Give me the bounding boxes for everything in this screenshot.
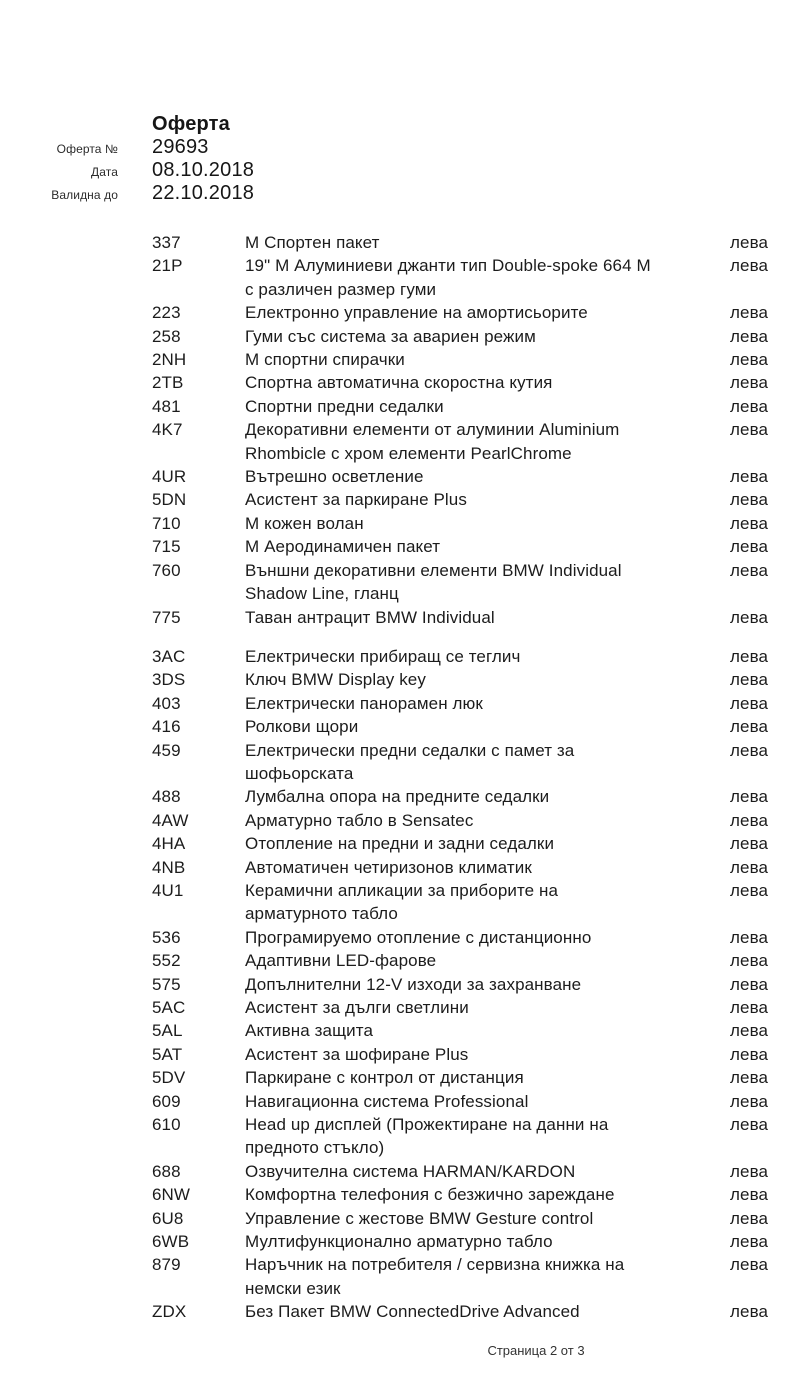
option-description-line: Асистент за дълги светлини: [245, 998, 469, 1017]
option-code: 6WB: [152, 1232, 190, 1252]
offer-number-label: Оферта №: [56, 142, 118, 156]
option-description: [245, 231, 730, 254]
currency-label: лева: [730, 303, 769, 323]
option-description-line: Автоматичен четиризонов климатик: [245, 857, 532, 877]
offer-number-row: [0, 136, 254, 159]
option-description-line: Вътрешно осветление: [245, 467, 424, 487]
option-code: 4HA: [152, 834, 186, 854]
currency-label: лева: [730, 787, 769, 807]
option-code: 5AT: [152, 1044, 183, 1064]
option-description: [245, 856, 730, 879]
currency-label: лева: [730, 326, 769, 346]
option-row: [152, 1066, 768, 1089]
option-code: 715: [152, 537, 181, 557]
option-code: 610: [152, 1115, 181, 1135]
currency-label: лева: [730, 467, 769, 487]
currency-label: лева: [730, 1208, 769, 1228]
option-code: 552: [152, 951, 181, 971]
option-description-line: М Аеродинамичен пакет: [245, 537, 441, 557]
option-description-line: Електрически прибиращ се теглич: [245, 646, 521, 666]
currency-label: лева: [730, 256, 769, 276]
option-description-line: Арматурно табло в Sensatec: [245, 810, 474, 830]
option-description-line: Декоративни елементи от алуминии Aluminium: [245, 420, 620, 440]
option-row: [152, 809, 768, 832]
option-row: [152, 668, 768, 691]
option-description-line: Комфортна телефония с безжично зареждане: [245, 1185, 615, 1205]
currency-label: лева: [730, 1091, 769, 1111]
offer-date-row: [0, 159, 254, 182]
offer-title-row: [0, 113, 254, 136]
option-row: [152, 1183, 768, 1206]
option-row: [152, 949, 768, 972]
option-description: [245, 973, 730, 996]
option-description-line: Активна защита: [245, 1021, 374, 1041]
option-code: 760: [152, 560, 181, 580]
option-code: 2NH: [152, 350, 187, 370]
option-code: 688: [152, 1161, 181, 1181]
option-description-line: Лумбална опора на предните седалки: [245, 787, 550, 807]
currency-label: лева: [730, 1021, 769, 1041]
option-description-line: Ролкови щори: [245, 717, 359, 737]
option-row: [152, 371, 768, 394]
option-code: 4U1: [152, 880, 184, 900]
option-row: [152, 535, 768, 558]
option-description: [245, 1066, 730, 1089]
option-description: [245, 715, 730, 738]
option-description: [245, 488, 730, 511]
option-row: [152, 856, 768, 879]
option-row: [152, 1207, 768, 1230]
option-description-line: Спортна автоматична скоростна кутия: [245, 373, 553, 393]
option-description: [245, 926, 730, 949]
option-row: [152, 645, 768, 668]
option-description-line: Гуми със система за авариен режим: [245, 326, 536, 346]
option-code: 536: [152, 927, 181, 947]
option-description: [245, 1019, 730, 1042]
currency-label: лева: [730, 1161, 769, 1181]
option-code: 416: [152, 717, 181, 737]
option-description: [245, 809, 730, 832]
option-description: [245, 606, 730, 629]
option-row: [152, 926, 768, 949]
option-code: 258: [152, 326, 181, 346]
currency-label: лева: [730, 420, 769, 440]
option-code: 481: [152, 396, 181, 416]
option-row: [152, 739, 768, 786]
option-description-line: Адаптивни LED-фарове: [245, 951, 437, 971]
option-description: [245, 949, 730, 972]
option-description: [245, 1300, 730, 1323]
currency-label: лева: [730, 396, 769, 416]
option-description-line: М Спортен пакет: [245, 233, 380, 252]
option-description-line: Head up дисплей (Прожектиране на данни на: [245, 1115, 609, 1135]
option-description: [245, 996, 730, 1019]
option-code: 6NW: [152, 1185, 191, 1205]
option-row: [152, 1300, 768, 1323]
option-row: [152, 996, 768, 1019]
option-description-line: 19" М Алуминиеви джанти тип Double-spoke 664 M: [245, 256, 651, 276]
option-row: [152, 301, 768, 324]
option-description-line: с различен размер гуми: [245, 279, 437, 299]
currency-label: лева: [730, 810, 769, 830]
option-code: 775: [152, 607, 181, 627]
option-description: [245, 559, 730, 606]
option-description: [245, 668, 730, 691]
option-row: [152, 1043, 768, 1066]
option-description: [245, 418, 730, 465]
currency-label: лева: [730, 1115, 769, 1135]
option-description: [245, 371, 730, 394]
option-description-line: Програмируемо отопление с дистанционно: [245, 927, 592, 947]
option-description: [245, 254, 730, 301]
option-description: [245, 1160, 730, 1183]
option-code: 459: [152, 740, 181, 760]
option-row: [152, 1253, 768, 1300]
offer-title: Оферта: [152, 113, 230, 135]
option-description-line: М спортни спирачки: [245, 350, 405, 370]
option-description-line: Мултифункционално арматурно табло: [245, 1232, 553, 1252]
option-row: [152, 559, 768, 606]
currency-label: лева: [730, 607, 769, 627]
option-row: [152, 465, 768, 488]
currency-label: лева: [730, 1185, 769, 1205]
option-description-line: шофьорската: [245, 763, 354, 783]
currency-label: лева: [730, 537, 769, 557]
option-row: [152, 325, 768, 348]
currency-label: лева: [730, 717, 769, 737]
currency-label: лева: [730, 834, 769, 854]
option-row: [152, 715, 768, 738]
option-description: [245, 832, 730, 855]
option-description-line: Електрически панорамен люк: [245, 693, 483, 713]
option-description: [245, 465, 730, 488]
option-row: [152, 1230, 768, 1253]
currency-label: лева: [730, 513, 769, 533]
option-row: [152, 606, 768, 629]
option-row: [152, 254, 768, 301]
option-row: [152, 1019, 768, 1042]
offer-header: [0, 113, 254, 205]
option-description-line: Керамични апликации за приборите на: [245, 880, 559, 900]
option-description: [245, 535, 730, 558]
offer-date-value: 08.10.2018: [152, 159, 255, 181]
option-code: 488: [152, 787, 181, 807]
option-code: ZDX: [152, 1302, 187, 1322]
option-row: [152, 418, 768, 465]
option-code: 4AW: [152, 810, 189, 830]
offer-date-label: Дата: [91, 165, 118, 179]
option-code: 3AC: [152, 646, 186, 666]
option-description: [245, 395, 730, 418]
option-description-line: Отопление на предни и задни седалки: [245, 834, 555, 854]
option-description: [245, 512, 730, 535]
option-description: [245, 1090, 730, 1113]
currency-label: лева: [730, 373, 769, 393]
option-row: [152, 395, 768, 418]
offer-valid-until-value: 22.10.2018: [152, 182, 255, 204]
option-description: [245, 1113, 730, 1160]
option-description-line: предното стъкло): [245, 1138, 385, 1158]
option-row: [152, 1113, 768, 1160]
currency-label: лева: [730, 1068, 769, 1088]
option-description-line: Навигационна система Professional: [245, 1091, 529, 1111]
option-description: [245, 645, 730, 668]
option-description-line: Допълнителни 12-V изходи за захранване: [245, 974, 582, 994]
currency-label: лева: [730, 998, 769, 1017]
option-description: [245, 879, 730, 926]
option-description: [245, 692, 730, 715]
option-row: [152, 1090, 768, 1113]
option-description-line: Rhombicle с хром елементи PearlChrome: [245, 443, 572, 463]
option-row: [152, 973, 768, 996]
option-code: 5DV: [152, 1068, 186, 1088]
option-row: [152, 832, 768, 855]
option-code: 4K7: [152, 420, 183, 440]
currency-label: лева: [730, 670, 769, 690]
currency-label: лева: [730, 1255, 769, 1275]
option-description-line: арматурното табло: [245, 904, 398, 924]
currency-label: лева: [730, 1232, 769, 1252]
currency-label: лева: [730, 490, 769, 510]
option-description: [245, 785, 730, 808]
currency-label: лева: [730, 974, 769, 994]
currency-label: лева: [730, 1302, 769, 1322]
currency-label: лева: [730, 350, 769, 370]
option-code: 223: [152, 303, 181, 323]
currency-label: лева: [730, 233, 769, 252]
option-code: 5DN: [152, 490, 187, 510]
option-code: 879: [152, 1255, 181, 1275]
options-group: [152, 645, 768, 1324]
option-description-line: Паркиране с контрол от дистанция: [245, 1068, 524, 1088]
currency-label: лева: [730, 1044, 769, 1064]
option-code: 5AC: [152, 998, 186, 1017]
option-code: 21P: [152, 256, 183, 276]
option-description-line: Асистент за шофиране Plus: [245, 1044, 469, 1064]
option-row: [152, 512, 768, 535]
option-code: 5AL: [152, 1021, 183, 1041]
option-description-line: Асистент за паркиране Plus: [245, 490, 467, 510]
option-description: [245, 325, 730, 348]
currency-label: лева: [730, 880, 769, 900]
option-code: 3DS: [152, 670, 186, 690]
option-description-line: Електронно управление на амортисьорите: [245, 303, 588, 323]
options-table: [152, 231, 768, 1324]
currency-label: лева: [730, 740, 769, 760]
option-description: [245, 1183, 730, 1206]
option-code: 403: [152, 693, 181, 713]
currency-label: лева: [730, 560, 769, 580]
currency-label: лева: [730, 646, 769, 666]
option-code: 6U8: [152, 1208, 184, 1228]
option-description-line: Ключ BMW Display key: [245, 670, 426, 690]
option-row: [152, 488, 768, 511]
option-description: [245, 739, 730, 786]
option-row: [152, 879, 768, 926]
option-code: 4NB: [152, 857, 186, 877]
option-row: [152, 348, 768, 371]
option-description-line: Озвучителна система HARMAN/KARDON: [245, 1161, 576, 1181]
option-description-line: Без Пакет BMW ConnectedDrive Advanced: [245, 1302, 580, 1322]
option-description: [245, 1207, 730, 1230]
option-row: [152, 692, 768, 715]
option-description-line: М кожен волан: [245, 513, 364, 533]
option-description: [245, 1230, 730, 1253]
option-code: 710: [152, 513, 181, 533]
currency-label: лева: [730, 857, 769, 877]
currency-label: лева: [730, 693, 769, 713]
option-description-line: Външни декоративни елементи BMW Individual: [245, 560, 622, 580]
option-row: [152, 785, 768, 808]
page-footer: Страница 2 от 3: [487, 1343, 585, 1358]
option-row: [152, 1160, 768, 1183]
offer-valid-until-label: Валидна до: [51, 188, 118, 202]
options-group: [152, 231, 768, 629]
option-description-line: Наръчник на потребителя / сервизна книжка на: [245, 1255, 625, 1275]
option-description-line: немски език: [245, 1278, 341, 1298]
option-code: 4UR: [152, 467, 187, 487]
offer-valid-until-row: [0, 182, 254, 205]
option-description-line: Спортни предни седалки: [245, 396, 444, 416]
option-row: [152, 231, 768, 254]
currency-label: лева: [730, 951, 769, 971]
offer-number-value: 29693: [152, 136, 209, 158]
option-description: [245, 301, 730, 324]
option-description: [245, 348, 730, 371]
option-description: [245, 1253, 730, 1300]
option-code: 2TB: [152, 373, 184, 393]
option-description-line: Електрически предни седалки с памет за: [245, 740, 575, 760]
option-code: 575: [152, 974, 181, 994]
option-description-line: Таван антрацит BMW Individual: [245, 607, 495, 627]
currency-label: лева: [730, 927, 769, 947]
option-code: 609: [152, 1091, 181, 1111]
option-description-line: Управление с жестове BMW Gesture control: [245, 1208, 594, 1228]
option-code: 337: [152, 233, 181, 252]
option-description-line: Shadow Line, гланц: [245, 584, 399, 604]
option-description: [245, 1043, 730, 1066]
